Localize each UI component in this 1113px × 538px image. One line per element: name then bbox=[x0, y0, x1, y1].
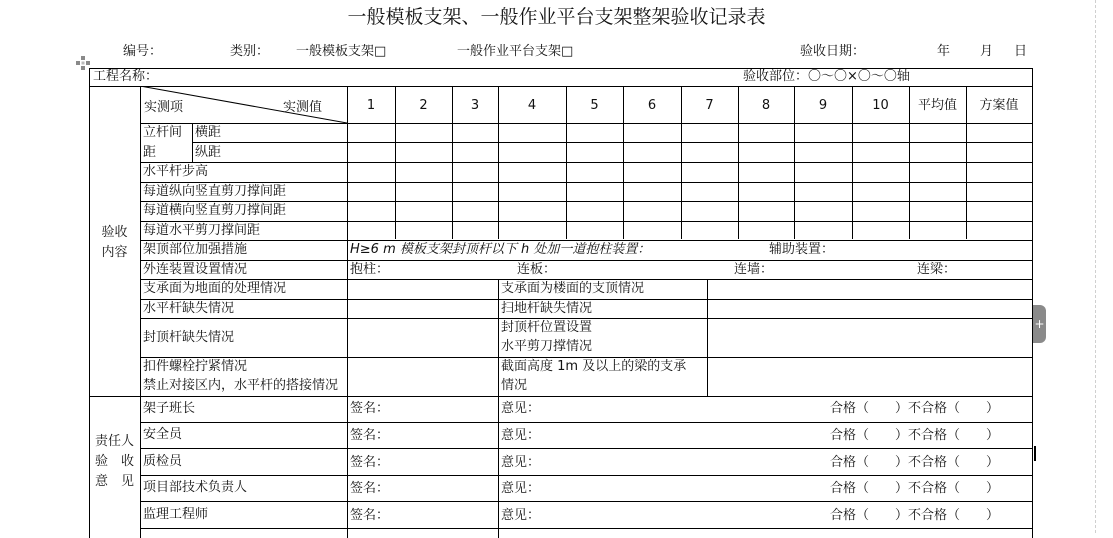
inspection-section-label: 验收 bbox=[101, 225, 128, 240]
opinion-field[interactable]: 意见： bbox=[501, 455, 541, 470]
row-step-height: 水平杆步高 bbox=[143, 164, 209, 179]
sign-field[interactable]: 签名： bbox=[350, 401, 390, 416]
pass-fail-field[interactable]: 合格（ ）不合格（ ） bbox=[830, 428, 1000, 443]
row-longitudinal-brace: 每道纵向竖直剪刀撑间距 bbox=[143, 184, 287, 199]
col-header-5: 5 bbox=[590, 98, 599, 113]
col-header-average: 平均值 bbox=[917, 98, 957, 113]
connect-beam-label: 连梁： bbox=[917, 262, 957, 277]
sweep-missing-label: 扫地杆缺失情况 bbox=[501, 301, 593, 316]
pass-fail-field[interactable]: 合格（ ）不合格（ ） bbox=[830, 455, 1000, 470]
number-label: 编号： bbox=[123, 44, 163, 59]
col-header-8: 8 bbox=[761, 98, 771, 113]
col-header-2: 2 bbox=[419, 98, 428, 113]
top-reinforce-label: 架顶部位加强措施 bbox=[143, 242, 248, 257]
pass-fail-field[interactable]: 合格（ ）不合格（ ） bbox=[830, 401, 1000, 416]
horiz-missing-label: 水平杆缺失情况 bbox=[143, 301, 235, 316]
pass-fail-field[interactable]: 合格（ ）不合格（ ） bbox=[830, 508, 1000, 523]
responsible-section-label-3: 意 见 bbox=[94, 474, 134, 489]
diag-item-label: 实测项 bbox=[144, 100, 184, 115]
add-column-handle-icon[interactable]: + bbox=[1033, 305, 1046, 343]
role-label: 项目部技术负责人 bbox=[143, 480, 248, 495]
opinion-field[interactable]: 意见： bbox=[501, 401, 541, 416]
col-header-3: 3 bbox=[470, 98, 480, 113]
inspection-table bbox=[89, 68, 1033, 538]
location-label: 验收部位：〇～〇×〇～〇轴 bbox=[743, 69, 910, 84]
col-header-9: 9 bbox=[818, 98, 828, 113]
sign-field[interactable]: 签名： bbox=[350, 481, 390, 496]
col-header-7: 7 bbox=[705, 98, 714, 113]
opinion-field[interactable]: 意见： bbox=[501, 508, 541, 523]
date-day: 日 bbox=[1014, 44, 1028, 59]
longitudinal-spacing-label: 纵距 bbox=[195, 145, 222, 160]
ground-support-label: 支承面为地面的处理情况 bbox=[143, 281, 287, 296]
text-cursor bbox=[1034, 446, 1036, 461]
pass-fail-field[interactable]: 合格（ ）不合格（ ） bbox=[830, 481, 1000, 496]
option-formwork-checkbox[interactable]: 一般模板支架□ bbox=[296, 44, 387, 59]
date-label: 验收日期： bbox=[800, 44, 866, 59]
role-label: 质检员 bbox=[143, 454, 183, 469]
connect-wall-label: 连墙： bbox=[734, 262, 774, 277]
col-header-1: 1 bbox=[366, 98, 376, 113]
bolt-tight-label: 扣件螺栓拧紧情况 bbox=[143, 359, 248, 374]
option-platform-checkbox[interactable]: 一般作业平台支架□ bbox=[457, 44, 574, 59]
role-label: 架子班长 bbox=[143, 401, 196, 416]
horiz-brace-label: 水平剪刀撑情况 bbox=[501, 339, 593, 354]
top-reinforce-text: H≥6 m 模板支架封顶杆以下 h 处加一道抱柱装置： bbox=[350, 242, 651, 257]
row-transverse-brace: 每道横向竖直剪刀撑间距 bbox=[143, 203, 287, 218]
inspection-section-label-2: 内容 bbox=[101, 245, 128, 260]
category-label: 类别： bbox=[230, 44, 270, 59]
pole-spacing-label-2: 距 bbox=[143, 145, 157, 160]
role-label: 安全员 bbox=[143, 427, 183, 442]
sign-field[interactable]: 签名： bbox=[350, 508, 390, 523]
row-horizontal-brace: 每道水平剪刀撑间距 bbox=[143, 223, 261, 238]
connect-slab-label: 连板： bbox=[517, 262, 557, 277]
diag-value-label: 实测值 bbox=[283, 100, 323, 115]
floor-support-label: 支承面为楼面的支顶情况 bbox=[501, 281, 645, 296]
responsible-section-label-2: 验 收 bbox=[94, 454, 134, 469]
aux-device-label: 辅助装置： bbox=[769, 242, 835, 257]
document-title: 一般模板支架、一般作业平台支架整架验收记录表 bbox=[347, 6, 766, 28]
col-header-6: 6 bbox=[647, 98, 657, 113]
top-missing-label: 封顶杆缺失情况 bbox=[143, 330, 235, 345]
external-label: 外连装置设置情况 bbox=[143, 262, 248, 277]
sign-field[interactable]: 签名： bbox=[350, 455, 390, 470]
hold-column-label: 抱柱： bbox=[350, 262, 390, 277]
col-header-10: 10 bbox=[872, 98, 889, 113]
col-header-plan: 方案值 bbox=[979, 98, 1019, 113]
date-month: 月 bbox=[980, 44, 994, 59]
date-year: 年 bbox=[937, 44, 951, 59]
beam-support-label: 截面高度 1m 及以上的梁的支承 bbox=[501, 359, 687, 374]
opinion-field[interactable]: 意见： bbox=[501, 428, 541, 443]
sign-field[interactable]: 签名： bbox=[350, 428, 390, 443]
no-splice-label: 禁止对接区内，水平杆的搭接情况 bbox=[143, 378, 339, 393]
beam-support-label-2: 情况 bbox=[501, 378, 528, 393]
project-name-label: 工程名称： bbox=[93, 69, 159, 84]
top-position-label: 封顶杆位置设置 bbox=[501, 320, 593, 335]
horizontal-spacing-label: 横距 bbox=[195, 125, 222, 140]
col-header-4: 4 bbox=[527, 98, 537, 113]
opinion-field[interactable]: 意见： bbox=[501, 481, 541, 496]
page-boundary bbox=[1095, 0, 1096, 533]
responsible-section-label: 责任人 bbox=[94, 434, 134, 449]
role-label: 监理工程师 bbox=[143, 507, 209, 522]
pole-spacing-label: 立杆间 bbox=[143, 125, 183, 140]
